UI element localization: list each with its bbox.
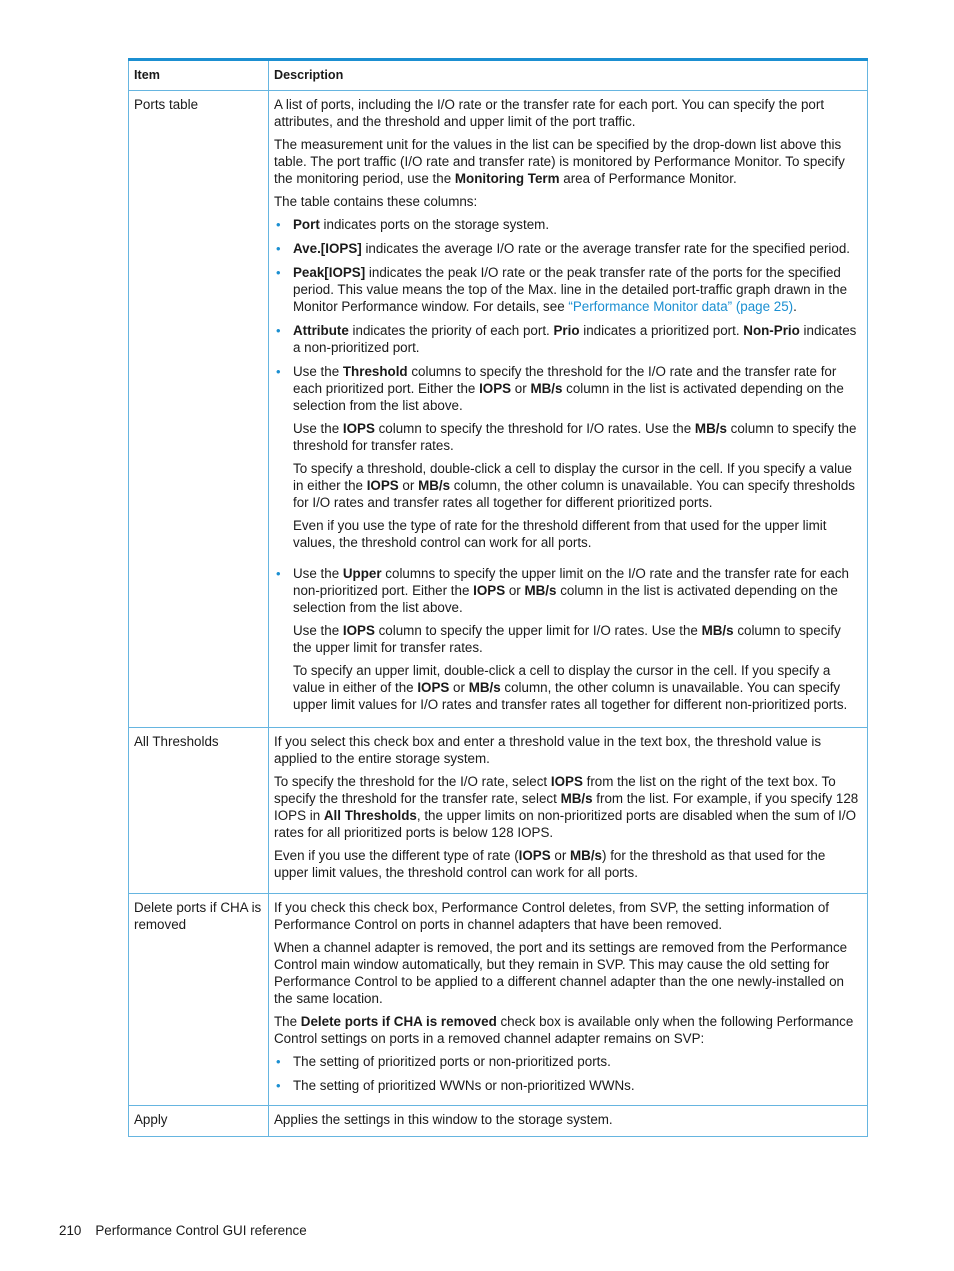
table-row bbox=[129, 894, 868, 1106]
section-title: Performance Control GUI reference bbox=[95, 1223, 307, 1238]
paragraph: Applies the settings in this window to the storage system. bbox=[274, 1112, 613, 1127]
list-item: • The setting of prioritized WWNs or non-prioritized WWNs. bbox=[276, 1078, 635, 1093]
reference-table bbox=[128, 58, 868, 1137]
table-row bbox=[129, 91, 868, 728]
row-description-apply bbox=[269, 1106, 868, 1137]
paragraph: When a channel adapter is removed, the port and its settings are removed from the Performance Control main window automatically, but they remain in SVP. This may cause the old setting for Performance Control to be applied to a different channel adapter than the one newly-installed on the same location. bbox=[274, 940, 848, 1006]
bullet-icon: • bbox=[276, 1054, 281, 1069]
settings-list bbox=[274, 1053, 862, 1094]
table-header-row bbox=[129, 60, 868, 91]
bullet-icon: • bbox=[276, 265, 281, 280]
list-item: • Ave.[IOPS] indicates the average I/O rate or the average transfer rate for the specified period. bbox=[276, 241, 851, 256]
paragraph: To specify the threshold for the I/O rate, select IOPS from the list on the right of the text box. To specify the threshold for the transfer rate, select MB/s from the list. For example, if you specify 128 IOPS in All Thresholds, the upper limits on non-prioritized ports are disabled when the sum of I/O rates for all prioritized ports is below 128 IOPS. bbox=[274, 774, 859, 840]
row-description-all-thresholds bbox=[269, 728, 868, 894]
page-number: 210 bbox=[59, 1223, 82, 1238]
paragraph: To specify a threshold, double-click a cell to display the cursor in the cell. If you specify a value in either the IOPS or MB/s column, the other column is unavailable. You can specify thresholds for I/O rates and transfer rates all together for different prioritized ports. bbox=[293, 461, 855, 510]
row-description-delete-ports bbox=[269, 894, 868, 1106]
list-item bbox=[274, 565, 862, 713]
bullet-icon: • bbox=[276, 241, 281, 256]
header-description: Description bbox=[269, 60, 868, 91]
bullet-icon: • bbox=[276, 217, 281, 232]
row-item-delete-ports: Delete ports if CHA is removed bbox=[129, 894, 269, 1106]
bullet-icon: • bbox=[276, 323, 281, 338]
bullet-icon: • bbox=[276, 566, 281, 581]
paragraph: A list of ports, including the I/O rate or the transfer rate for each port. You can specify the port attributes, and the threshold and upper limit of the port traffic. bbox=[274, 97, 825, 129]
column-list bbox=[274, 216, 862, 713]
list-item: • Port indicates ports on the storage system. bbox=[276, 217, 550, 232]
table-row bbox=[129, 1106, 868, 1137]
paragraph: Use the Threshold columns to specify the threshold for the I/O rate and the transfer rate for each prioritized port. Either the IOPS or MB/s column in the list is activated depending on the selection from the list above. bbox=[293, 364, 844, 413]
paragraph: If you select this check box and enter a threshold value in the text box, the threshold value is applied to the entire storage system. bbox=[274, 734, 822, 766]
paragraph: To specify an upper limit, double-click a cell to display the cursor in the cell. If you specify a value in either of the IOPS or MB/s column, the other column is unavailable. You can specify upper limit values for I/O rates and transfer rates all together for different non-prioritized ports. bbox=[293, 663, 848, 712]
row-item-ports-table: Ports table bbox=[129, 91, 269, 728]
paragraph: If you check this check box, Performance Control deletes, from SVP, the setting information of Performance Control on ports in channel adapters that have been removed. bbox=[274, 900, 829, 932]
list-item: • The setting of prioritized ports or non-prioritized ports. bbox=[276, 1054, 611, 1069]
table-row bbox=[129, 728, 868, 894]
row-item-apply: Apply bbox=[129, 1106, 269, 1137]
paragraph: Use the IOPS column to specify the upper limit for I/O rates. Use the MB/s column to specify the upper limit for transfer rates. bbox=[293, 623, 841, 655]
paragraph: Even if you use the type of rate for the threshold different from that used for the upper limit values, the threshold control can work for all ports. bbox=[293, 518, 827, 550]
bullet-icon: • bbox=[276, 364, 281, 379]
paragraph: The measurement unit for the values in the list can be specified by the drop-down list above this table. The port traffic (I/O rate and transfer rate) is monitored by Performance Monitor. To specify the monitoring period, use the Monitoring Term area of Performance Monitor. bbox=[274, 137, 845, 186]
list-item: • Peak[IOPS] indicates the peak I/O rate or the peak transfer rate of the ports for the specified period. This value means the top of the Max. line in the detailed port-traffic graph drawn in the Monitor Performance window. For details, see “Performance Monitor data” (page 25). bbox=[276, 265, 848, 314]
paragraph: Even if you use the different type of rate (IOPS or MB/s) for the threshold as that used for the upper limit values, the threshold control can work for all ports. bbox=[274, 848, 826, 880]
paragraph: Use the IOPS column to specify the threshold for I/O rates. Use the MB/s column to specify the threshold for transfer rates. bbox=[293, 421, 857, 453]
bullet-icon: • bbox=[276, 1078, 281, 1093]
row-item-all-thresholds: All Thresholds bbox=[129, 728, 269, 894]
paragraph: The table contains these columns: bbox=[274, 194, 478, 209]
header-item: Item bbox=[129, 60, 269, 91]
list-item bbox=[274, 363, 862, 551]
row-description-ports-table bbox=[269, 91, 868, 728]
page-footer bbox=[59, 1223, 307, 1238]
performance-monitor-data-link[interactable]: “Performance Monitor data” (page 25) bbox=[568, 299, 794, 314]
paragraph: Use the Upper columns to specify the upper limit on the I/O rate and the transfer rate for each non-prioritized port. Either the IOPS or MB/s column in the list is activated depending on the selection from the list above. bbox=[293, 566, 850, 615]
list-item: • Attribute indicates the priority of each port. Prio indicates a prioritized port. Non-Prio indicates a non-prioritized port. bbox=[276, 323, 857, 355]
paragraph: The Delete ports if CHA is removed check box is available only when the following Performance Control settings on ports in a removed channel adapter remains on SVP: bbox=[274, 1014, 854, 1046]
